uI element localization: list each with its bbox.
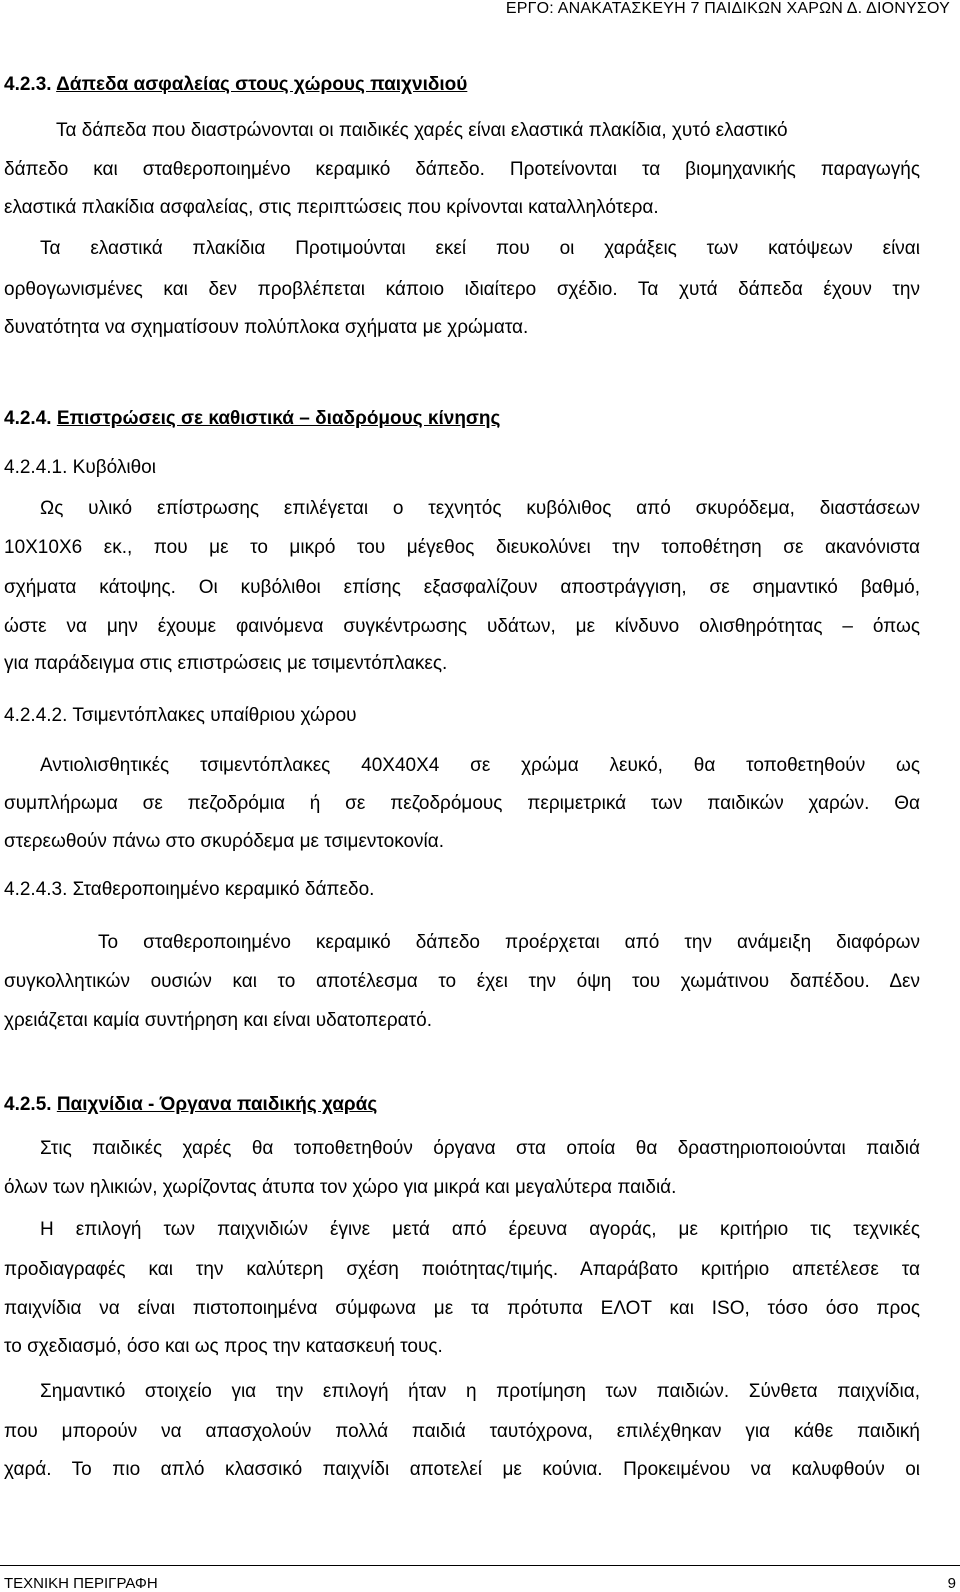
paragraph-line: Στις παιδικές χαρές θα τοποθετηθούν όργανα στα οποία θα δραστηριοποιούνται παιδιά [40, 1138, 920, 1159]
paragraph-line: προδιαγραφές και την καλύτερη σχέση ποιότητας/τιμής. Απαράβατο κριτήριο απετέλεσε τα [4, 1259, 920, 1280]
paragraph-line: Το σταθεροποιημένο κεραμικό δάπεδο προέρχεται από την ανάμειξη διαφόρων [98, 932, 920, 953]
paragraph-line: που μπορούν να απασχολούν πολλά παιδιά ταυτόχρονα, επιλέχθηκαν για κάθε παιδική [4, 1421, 920, 1442]
paragraph-line: το σχεδιασμό, όσο και ως προς την κατασκευή τους. [4, 1336, 443, 1357]
section-title: Παιχνίδια - Όργανα παιδικής χαράς [56, 1094, 378, 1115]
paragraph-line: ώστε να μην έχουμε φαινόμενα συγκέντρωσης υδάτων, με κίνδυνο ολισθηρότητας – όπως [4, 616, 920, 637]
paragraph-line: στερεωθούν πάνω στο σκυρόδεμα με τσιμεντοκονία. [4, 831, 445, 852]
footer-rule [0, 1565, 960, 1566]
paragraph-line: σχήματα κάτοψης. Οι κυβόλιθοι επίσης εξασφαλίζουν αποστράγγιση, σε σημαντικό βαθμό, [4, 577, 920, 598]
subsection-heading-4-2-4-3: 4.2.4.3. Σταθεροποιημένο κεραμικό δάπεδο. [4, 879, 375, 900]
section-number: 4.2.5. [4, 1094, 52, 1115]
paragraph-line: συγκολλητικών ουσιών και το αποτέλεσμα το έχει την όψη του χωμάτινου δαπέδου. Δεν [4, 971, 920, 992]
paragraph-line: για παράδειγμα στις επιστρώσεις με τσιμεντόπλακες. [4, 653, 448, 674]
paragraph-line: Ως υλικό επίστρωσης επιλέγεται ο τεχνητός κυβόλιθος από σκυρόδεμα, διαστάσεων [40, 498, 920, 519]
running-header: ΕΡΓΟ: ΑΝΑΚΑΤΑΣΚΕΥΗ 7 ΠΑΙΔΙΚΩΝ ΧΑΡΩΝ Δ. ΔΙΟΝΥΣΟΥ [505, 0, 950, 17]
footer-title: ΤΕΧΝΙΚΗ ΠΕΡΙΓΡΑΦΗ [4, 1575, 158, 1592]
paragraph-line: συμπλήρωμα σε πεζοδρόμια ή σε πεζοδρόμους περιμετρικά των παιδικών χαρών. Θα [4, 793, 920, 814]
paragraph-line: Σημαντικό στοιχείο για την επιλογή ήταν η προτίμηση των παιδιών. Σύνθετα παιχνίδια, [40, 1381, 920, 1402]
subsection-heading-4-2-4-1: 4.2.4.1. Κυβόλιθοι [4, 457, 156, 478]
paragraph-line: ελαστικά πλακίδια ασφαλείας, στις περιπτώσεις που κρίνονται καταλληλότερα. [4, 197, 659, 218]
paragraph-line: Η επιλογή των παιχνιδιών έγινε μετά από έρευνα αγοράς, με κριτήριο τις τεχνικές [40, 1219, 920, 1240]
section-title: Δάπεδα ασφαλείας στους χώρους παιχνιδιού [56, 74, 468, 95]
page-number: 9 [947, 1575, 956, 1592]
paragraph-line: Τα ελαστικά πλακίδια Προτιμούνται εκεί που οι χαράξεις των κατόψεων είναι [40, 238, 920, 259]
paragraph-line: Αντιολισθητικές τσιμεντόπλακες 40Χ40Χ4 σε χρώμα λευκό, θα τοποθετηθούν ως [40, 755, 920, 776]
paragraph-line: 10Χ10Χ6 εκ., που με το μικρό του μέγεθος διευκολύνει την τοποθέτηση σε ακανόνιστα [4, 537, 920, 558]
paragraph-line: δυνατότητα να σχηματίσουν πολύπλοκα σχήματα με χρώματα. [4, 317, 529, 338]
paragraph-line: όλων των ηλικιών, χωρίζοντας άτυπα τον χώρο για μικρά και μεγαλύτερα παιδιά. [4, 1177, 677, 1198]
section-heading-4-2-3 [4, 74, 467, 96]
section-title: Επιστρώσεις σε καθιστικά – διαδρόμους κίνησης [56, 408, 501, 429]
paragraph-line: Τα δάπεδα που διαστρώνονται οι παιδικές χαρές είναι ελαστικά πλακίδια, χυτό ελαστικό [56, 120, 788, 141]
section-heading-4-2-4 [4, 408, 500, 430]
section-number: 4.2.3. [4, 74, 52, 95]
subsection-heading-4-2-4-2: 4.2.4.2. Τσιμεντόπλακες υπαίθριου χώρου [4, 705, 357, 726]
paragraph-line: ορθογωνισμένες και δεν προβλέπεται κάποιο ιδιαίτερο σχέδιο. Τα χυτά δάπεδα έχουν την [4, 279, 920, 300]
section-heading-4-2-5 [4, 1094, 377, 1116]
paragraph-line: δάπεδο και σταθεροποιημένο κεραμικό δάπεδο. Προτείνονται τα βιομηχανικής παραγωγής [4, 159, 920, 180]
paragraph-line: χρειάζεται καμία συντήρηση και είναι υδατοπερατό. [4, 1010, 432, 1031]
paragraph-line: χαρά. Το πιο απλό κλασσικό παιχνίδι αποτελεί με κούνια. Προκειμένου να καλυφθούν οι [4, 1459, 920, 1480]
section-number: 4.2.4. [4, 408, 52, 429]
paragraph-line: παιχνίδια να είναι πιστοποιημένα σύμφωνα με τα πρότυπα ΕΛΟΤ και ISO, τόσο όσο προς [4, 1298, 920, 1319]
